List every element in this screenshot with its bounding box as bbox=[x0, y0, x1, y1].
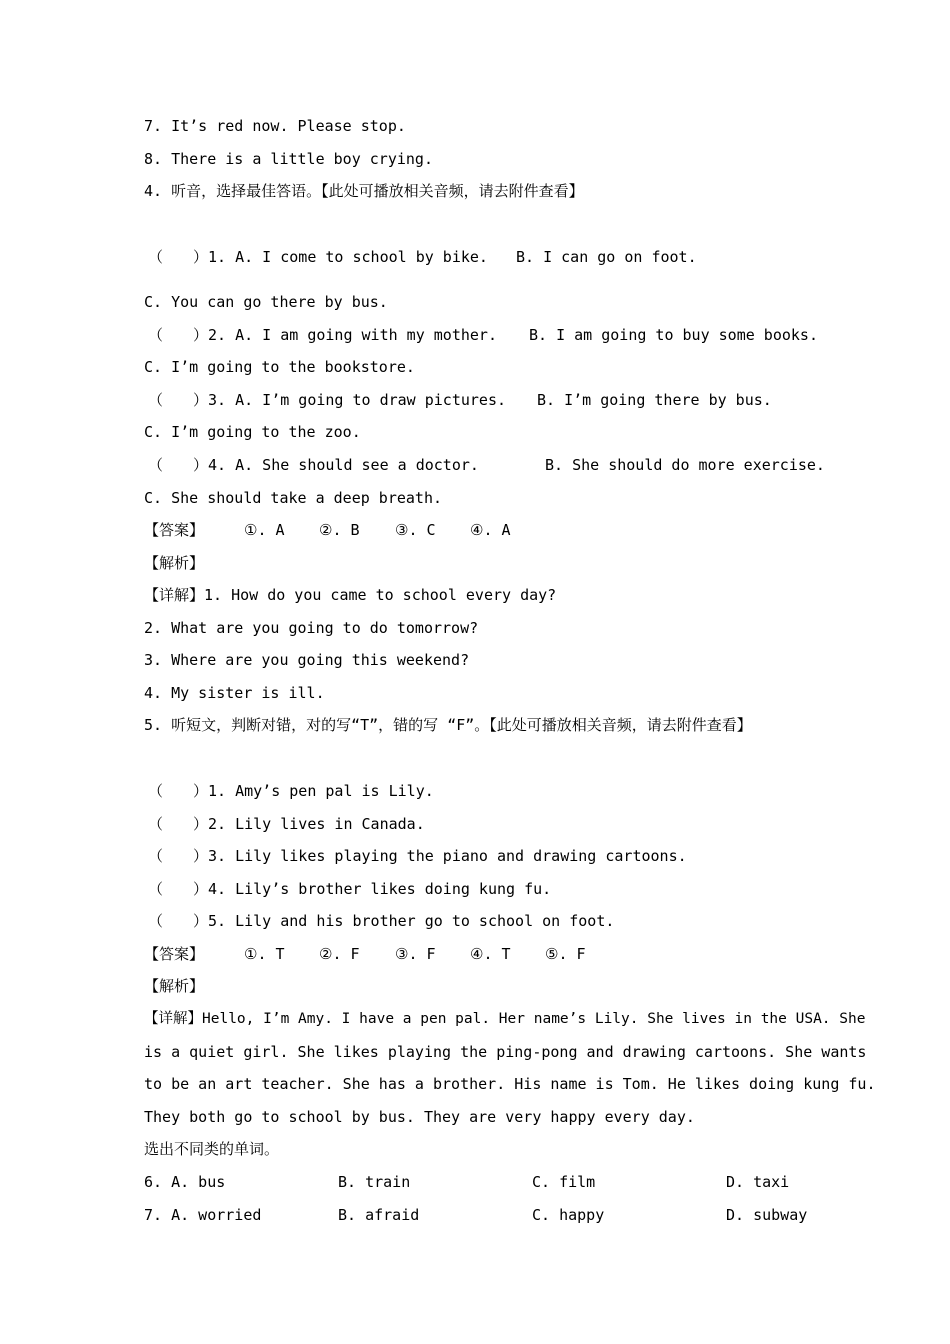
s5-answer-2: ②. F bbox=[319, 945, 360, 963]
s5-detail-3: to be an art teacher. She has a brother. His name is Tom. He likes doing kung fu. bbox=[144, 1075, 876, 1093]
s6-row2-d: D. subway bbox=[726, 1206, 808, 1224]
s4-q3-b: B. I’m going there by bus. bbox=[537, 391, 772, 409]
s4-q3-c: C. I’m going to the zoo. bbox=[144, 423, 361, 441]
s5-detail-2: is a quiet girl. She likes playing the ping-pong and drawing cartoons. She wants bbox=[144, 1043, 867, 1061]
s4-answer-2: ②. B bbox=[319, 521, 360, 539]
s5-item-2: （ ）2. Lily lives in Canada. bbox=[148, 815, 425, 833]
s4-q3-a: （ ）3. A. I’m going to draw pictures. bbox=[148, 391, 507, 409]
s5-item-5: （ ）5. Lily and his brother go to school on foot. bbox=[148, 912, 615, 930]
s4-detail-4: 4. My sister is ill. bbox=[144, 684, 325, 702]
s4-q1-b: B. I can go on foot. bbox=[516, 248, 697, 266]
s6-row1-c: C. film bbox=[532, 1173, 596, 1191]
s6-row2-c: C. happy bbox=[532, 1206, 605, 1224]
line-q7: 7. It’s red now. Please stop. bbox=[144, 117, 406, 135]
s4-detail-2: 2. What are you going to do tomorrow? bbox=[144, 619, 479, 637]
s5-detail-4: They both go to school by bus. They are very happy every day. bbox=[144, 1108, 695, 1126]
s6-row1-b: B. train bbox=[338, 1173, 411, 1191]
line-q8: 8. There is a little boy crying. bbox=[144, 150, 433, 168]
s5-answer-5: ⑤. F bbox=[545, 945, 586, 963]
s4-answer-3: ③. C bbox=[395, 521, 436, 539]
s4-q4-c: C. She should take a deep breath. bbox=[144, 489, 443, 507]
s4-q1-a: （ ）1. A. I come to school by bike. bbox=[148, 248, 488, 266]
s4-q2-c: C. I’m going to the bookstore. bbox=[144, 358, 415, 376]
s5-answer-3: ③. F bbox=[395, 945, 436, 963]
s4-detail-1: 【详解】1. How do you came to school every day? bbox=[144, 586, 557, 604]
s4-detail-3: 3. Where are you going this weekend? bbox=[144, 651, 470, 669]
s4-q2-b: B. I am going to buy some books. bbox=[529, 326, 818, 344]
s4-q4-b: B. She should do more exercise. bbox=[545, 456, 825, 474]
s4-analysis-label: 【解析】 bbox=[144, 554, 205, 572]
s4-answer-label: 【答案】 bbox=[144, 521, 205, 539]
s6-row1-d: D. taxi bbox=[726, 1173, 790, 1191]
section6-heading: 选出不同类的单词。 bbox=[144, 1140, 280, 1158]
s5-item-3: （ ）3. Lily likes playing the piano and drawing cartoons. bbox=[148, 847, 687, 865]
s5-item-4: （ ）4. Lily’s brother likes doing kung fu. bbox=[148, 880, 552, 898]
s4-q1-c: C. You can go there by bus. bbox=[144, 293, 388, 311]
s4-q4-a: （ ）4. A. She should see a doctor. bbox=[148, 456, 479, 474]
s4-answer-4: ④. A bbox=[470, 521, 511, 539]
section5-heading: 5. 听短文，判断对错，对的写“T”，错的写 “F”。【此处可播放相关音频，请去附件查看】 bbox=[144, 716, 752, 734]
s6-row1-a: 6. A. bus bbox=[144, 1173, 226, 1191]
s5-item-1: （ ）1. Amy’s pen pal is Lily. bbox=[148, 782, 434, 800]
s6-row2-a: 7. A. worried bbox=[144, 1206, 262, 1224]
s5-analysis-label: 【解析】 bbox=[144, 977, 205, 995]
s5-answer-label: 【答案】 bbox=[144, 945, 205, 963]
s4-answer-1: ①. A bbox=[244, 521, 285, 539]
s6-row2-b: B. afraid bbox=[338, 1206, 420, 1224]
s5-answer-4: ④. T bbox=[470, 945, 511, 963]
s5-detail-1: 【详解】Hello, I’m Amy. I have a pen pal. Her name’s Lily. She lives in the USA. She bbox=[144, 1011, 866, 1027]
section4-heading: 4. 听音，选择最佳答语。【此处可播放相关音频，请去附件查看】 bbox=[144, 182, 584, 200]
s5-answer-1: ①. T bbox=[244, 945, 285, 963]
s4-q2-a: （ ）2. A. I am going with my mother. bbox=[148, 326, 497, 344]
